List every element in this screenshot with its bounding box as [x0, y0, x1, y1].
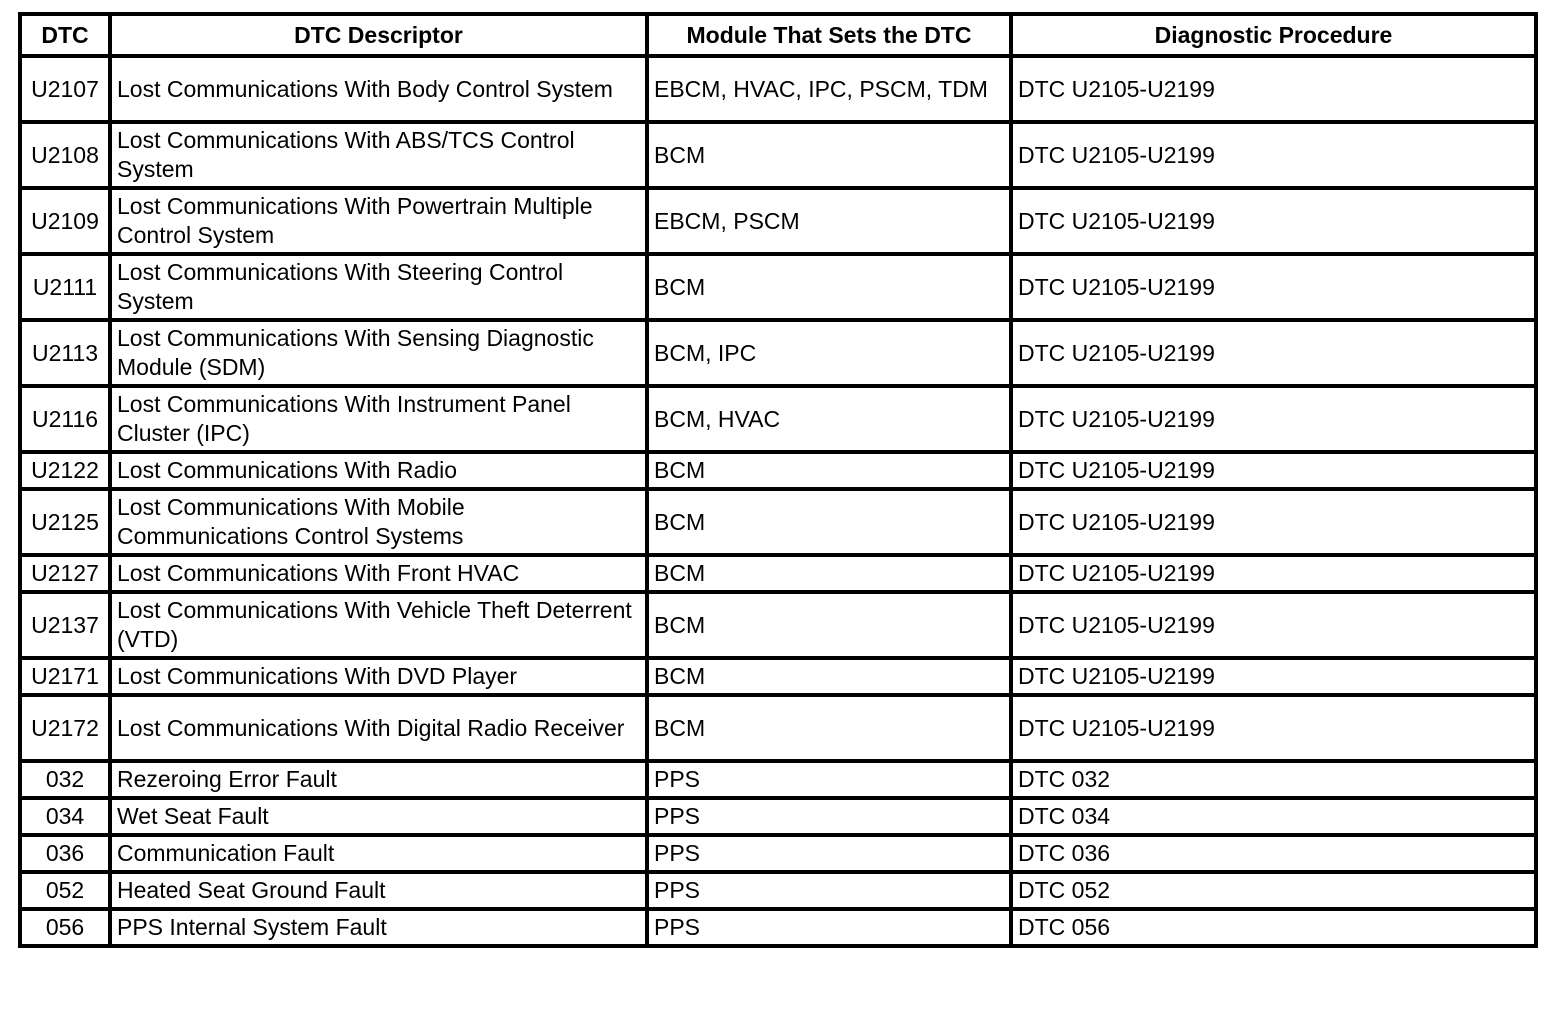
dtc-code: 056	[20, 909, 110, 946]
dtc-module: EBCM, HVAC, IPC, PSCM, TDM	[647, 56, 1011, 122]
dtc-module: BCM	[647, 658, 1011, 695]
table-row	[20, 555, 1536, 592]
header-dtc: DTC	[20, 14, 110, 56]
table-row	[20, 452, 1536, 489]
dtc-code: 032	[20, 761, 110, 798]
dtc-procedure: DTC U2105-U2199	[1011, 56, 1536, 122]
dtc-code: U2127	[20, 555, 110, 592]
dtc-descriptor: Lost Communications With ABS/TCS Control System	[110, 122, 647, 188]
dtc-module: BCM	[647, 555, 1011, 592]
dtc-module: BCM	[647, 452, 1011, 489]
dtc-descriptor: Lost Communications With Instrument Panel Cluster (IPC)	[110, 386, 647, 452]
table-row	[20, 122, 1536, 188]
dtc-procedure: DTC U2105-U2199	[1011, 658, 1536, 695]
dtc-descriptor: Lost Communications With Mobile Communications Control Systems	[110, 489, 647, 555]
dtc-descriptor: Wet Seat Fault	[110, 798, 647, 835]
dtc-descriptor: Lost Communications With Front HVAC	[110, 555, 647, 592]
dtc-descriptor: Heated Seat Ground Fault	[110, 872, 647, 909]
dtc-code: U2137	[20, 592, 110, 658]
header-procedure: Diagnostic Procedure	[1011, 14, 1536, 56]
header-descriptor: DTC Descriptor	[110, 14, 647, 56]
dtc-procedure: DTC U2105-U2199	[1011, 122, 1536, 188]
dtc-code: U2109	[20, 188, 110, 254]
header-module: Module That Sets the DTC	[647, 14, 1011, 56]
dtc-procedure: DTC U2105-U2199	[1011, 320, 1536, 386]
dtc-procedure: DTC 034	[1011, 798, 1536, 835]
dtc-procedure: DTC U2105-U2199	[1011, 489, 1536, 555]
dtc-descriptor: Lost Communications With DVD Player	[110, 658, 647, 695]
dtc-module: BCM, IPC	[647, 320, 1011, 386]
dtc-module: PPS	[647, 835, 1011, 872]
table-row	[20, 254, 1536, 320]
dtc-code: U2116	[20, 386, 110, 452]
table-row	[20, 658, 1536, 695]
dtc-module: EBCM, PSCM	[647, 188, 1011, 254]
table-row	[20, 56, 1536, 122]
dtc-module: BCM	[647, 254, 1011, 320]
dtc-procedure: DTC U2105-U2199	[1011, 386, 1536, 452]
dtc-module: PPS	[647, 761, 1011, 798]
dtc-procedure: DTC 036	[1011, 835, 1536, 872]
dtc-descriptor: PPS Internal System Fault	[110, 909, 647, 946]
table-row	[20, 872, 1536, 909]
dtc-code: U2172	[20, 695, 110, 761]
dtc-procedure: DTC U2105-U2199	[1011, 592, 1536, 658]
dtc-procedure: DTC U2105-U2199	[1011, 555, 1536, 592]
dtc-descriptor: Lost Communications With Powertrain Multiple Control System	[110, 188, 647, 254]
dtc-descriptor: Lost Communications With Radio	[110, 452, 647, 489]
dtc-descriptor: Lost Communications With Vehicle Theft Deterrent (VTD)	[110, 592, 647, 658]
dtc-module: BCM, HVAC	[647, 386, 1011, 452]
dtc-procedure: DTC U2105-U2199	[1011, 254, 1536, 320]
dtc-module: BCM	[647, 592, 1011, 658]
dtc-code: U2111	[20, 254, 110, 320]
dtc-descriptor: Lost Communications With Sensing Diagnostic Module (SDM)	[110, 320, 647, 386]
dtc-code: 036	[20, 835, 110, 872]
dtc-code: U2171	[20, 658, 110, 695]
table-row	[20, 761, 1536, 798]
dtc-code: U2125	[20, 489, 110, 555]
table-row	[20, 386, 1536, 452]
dtc-module: PPS	[647, 798, 1011, 835]
dtc-procedure: DTC 052	[1011, 872, 1536, 909]
table-row	[20, 592, 1536, 658]
dtc-procedure: DTC 056	[1011, 909, 1536, 946]
dtc-code: 034	[20, 798, 110, 835]
dtc-descriptor: Communication Fault	[110, 835, 647, 872]
dtc-procedure: DTC U2105-U2199	[1011, 188, 1536, 254]
dtc-module: BCM	[647, 695, 1011, 761]
table-row	[20, 320, 1536, 386]
table-row	[20, 798, 1536, 835]
dtc-procedure: DTC U2105-U2199	[1011, 452, 1536, 489]
dtc-code: 052	[20, 872, 110, 909]
table-row	[20, 695, 1536, 761]
dtc-module: BCM	[647, 489, 1011, 555]
dtc-module: BCM	[647, 122, 1011, 188]
table-row	[20, 835, 1536, 872]
dtc-code: U2108	[20, 122, 110, 188]
table-row	[20, 489, 1536, 555]
dtc-procedure: DTC 032	[1011, 761, 1536, 798]
dtc-descriptor: Lost Communications With Digital Radio Receiver	[110, 695, 647, 761]
table-row	[20, 188, 1536, 254]
dtc-code: U2122	[20, 452, 110, 489]
dtc-descriptor: Lost Communications With Body Control System	[110, 56, 647, 122]
dtc-code: U2107	[20, 56, 110, 122]
dtc-descriptor: Lost Communications With Steering Control System	[110, 254, 647, 320]
dtc-code: U2113	[20, 320, 110, 386]
dtc-module: PPS	[647, 909, 1011, 946]
table-header-row	[20, 14, 1536, 56]
dtc-table	[18, 12, 1538, 948]
dtc-module: PPS	[647, 872, 1011, 909]
dtc-descriptor: Rezeroing Error Fault	[110, 761, 647, 798]
dtc-procedure: DTC U2105-U2199	[1011, 695, 1536, 761]
table-row	[20, 909, 1536, 946]
